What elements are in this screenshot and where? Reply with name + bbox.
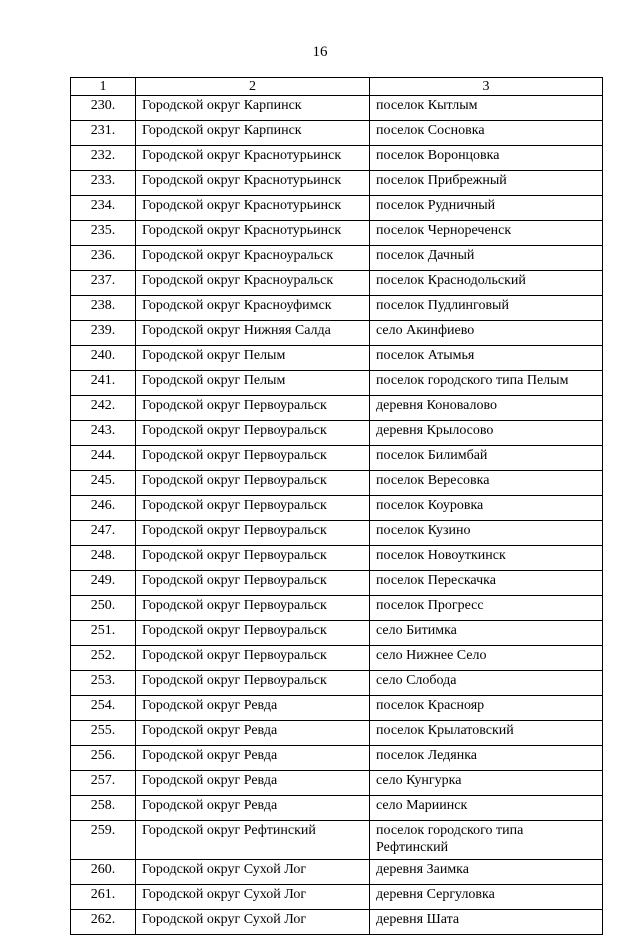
table-row: [71, 346, 603, 371]
row-number: 241.: [71, 371, 136, 396]
column-header-2: 2: [136, 78, 370, 96]
row-number: 235.: [71, 221, 136, 246]
table-row: [71, 771, 603, 796]
row-number: 243.: [71, 421, 136, 446]
table-row: [71, 496, 603, 521]
row-number: 233.: [71, 171, 136, 196]
table-row: [71, 721, 603, 746]
table-row: [71, 696, 603, 721]
table-row: [71, 371, 603, 396]
table-row: [71, 446, 603, 471]
row-number: 254.: [71, 696, 136, 721]
district-name: Городской округ Сухой Лог: [136, 860, 370, 885]
row-number: 262.: [71, 910, 136, 935]
district-name: Городской округ Первоуральск: [136, 646, 370, 671]
table-header-row: [71, 78, 603, 96]
settlement-name: поселок Крылатовский: [370, 721, 603, 746]
district-name: Городской округ Пелым: [136, 346, 370, 371]
district-name: Городской округ Карпинск: [136, 121, 370, 146]
district-name: Городской округ Ревда: [136, 796, 370, 821]
district-name: Городской округ Первоуральск: [136, 546, 370, 571]
district-name: Городской округ Первоуральск: [136, 496, 370, 521]
settlement-name: поселок Прибрежный: [370, 171, 603, 196]
row-number: 248.: [71, 546, 136, 571]
settlement-name: деревня Сергуловка: [370, 885, 603, 910]
row-number: 245.: [71, 471, 136, 496]
settlement-name: деревня Крылосово: [370, 421, 603, 446]
table-row: [71, 421, 603, 446]
district-name: Городской округ Красноуральск: [136, 271, 370, 296]
table-row: [71, 271, 603, 296]
settlement-name: поселок Новоуткинск: [370, 546, 603, 571]
settlement-name: поселок Рудничный: [370, 196, 603, 221]
table-row: [71, 571, 603, 596]
settlement-name: село Слобода: [370, 671, 603, 696]
settlement-name: поселок Вересовка: [370, 471, 603, 496]
row-number: 237.: [71, 271, 136, 296]
row-number: 240.: [71, 346, 136, 371]
row-number: 244.: [71, 446, 136, 471]
table-row: [71, 546, 603, 571]
district-name: Городской округ Краснотурьинск: [136, 221, 370, 246]
table-row: [71, 671, 603, 696]
row-number: 239.: [71, 321, 136, 346]
settlement-name: поселок Кузино: [370, 521, 603, 546]
settlement-name: поселок Перескачка: [370, 571, 603, 596]
settlement-name: село Кунгурка: [370, 771, 603, 796]
table-row: [71, 910, 603, 935]
district-name: Городской округ Сухой Лог: [136, 910, 370, 935]
settlement-name: село Мариинск: [370, 796, 603, 821]
row-number: 230.: [71, 96, 136, 121]
district-name: Городской округ Первоуральск: [136, 421, 370, 446]
settlement-name: поселок Кытлым: [370, 96, 603, 121]
district-name: Городской округ Ревда: [136, 721, 370, 746]
settlement-name: поселок Чернореченск: [370, 221, 603, 246]
column-header-1: 1: [71, 78, 136, 96]
table-row: [71, 885, 603, 910]
district-name: Городской округ Первоуральск: [136, 621, 370, 646]
district-name: Городской округ Первоуральск: [136, 521, 370, 546]
settlement-name: село Нижнее Село: [370, 646, 603, 671]
district-name: Городской округ Пелым: [136, 371, 370, 396]
row-number: 259.: [71, 821, 136, 860]
district-name: Городской округ Первоуральск: [136, 446, 370, 471]
district-name: Городской округ Краснотурьинск: [136, 146, 370, 171]
row-number: 260.: [71, 860, 136, 885]
settlement-name: деревня Шата: [370, 910, 603, 935]
settlement-name: деревня Заимка: [370, 860, 603, 885]
table-row: [71, 96, 603, 121]
district-name: Городской округ Первоуральск: [136, 571, 370, 596]
district-name: Городской округ Первоуральск: [136, 671, 370, 696]
district-name: Городской округ Ревда: [136, 696, 370, 721]
district-name: Городской округ Ревда: [136, 746, 370, 771]
table-row: [71, 471, 603, 496]
settlement-name: поселок городского типа Рефтинский: [370, 821, 603, 860]
table-row: [71, 521, 603, 546]
row-number: 256.: [71, 746, 136, 771]
settlement-name: поселок городского типа Пелым: [370, 371, 603, 396]
table-body: [71, 96, 603, 935]
settlement-name: поселок Краснояр: [370, 696, 603, 721]
district-name: Городской округ Сухой Лог: [136, 885, 370, 910]
settlement-name: поселок Коуровка: [370, 496, 603, 521]
table-row: [71, 621, 603, 646]
district-name: Городской округ Краснотурьинск: [136, 171, 370, 196]
table-row: [71, 821, 603, 860]
district-name: Городской округ Ревда: [136, 771, 370, 796]
district-name: Городской округ Первоуральск: [136, 471, 370, 496]
settlement-name: поселок Ледянка: [370, 746, 603, 771]
settlement-name: село Битимка: [370, 621, 603, 646]
district-name: Городской округ Нижняя Салда: [136, 321, 370, 346]
settlement-name: поселок Краснодольский: [370, 271, 603, 296]
table-row: [71, 221, 603, 246]
settlement-name: поселок Сосновка: [370, 121, 603, 146]
district-name: Городской округ Первоуральск: [136, 396, 370, 421]
settlement-name: поселок Атымья: [370, 346, 603, 371]
settlement-name: поселок Дачный: [370, 246, 603, 271]
row-number: 253.: [71, 671, 136, 696]
table-row: [71, 171, 603, 196]
row-number: 234.: [71, 196, 136, 221]
row-number: 238.: [71, 296, 136, 321]
row-number: 258.: [71, 796, 136, 821]
settlement-name: поселок Прогресс: [370, 596, 603, 621]
district-name: Городской округ Красноуральск: [136, 246, 370, 271]
district-name: Городской округ Красноуфимск: [136, 296, 370, 321]
table-row: [71, 296, 603, 321]
settlement-name: деревня Коновалово: [370, 396, 603, 421]
district-name: Городской округ Первоуральск: [136, 596, 370, 621]
district-name: Городской округ Рефтинский: [136, 821, 370, 860]
row-number: 251.: [71, 621, 136, 646]
row-number: 231.: [71, 121, 136, 146]
row-number: 246.: [71, 496, 136, 521]
table-row: [71, 196, 603, 221]
settlement-name: село Акинфиево: [370, 321, 603, 346]
row-number: 249.: [71, 571, 136, 596]
table-row: [71, 860, 603, 885]
row-number: 261.: [71, 885, 136, 910]
table-row: [71, 246, 603, 271]
table-row: [71, 146, 603, 171]
row-number: 257.: [71, 771, 136, 796]
page-number: 16: [312, 44, 328, 60]
table-row: [71, 121, 603, 146]
row-number: 236.: [71, 246, 136, 271]
column-header-3: 3: [370, 78, 603, 96]
row-number: 242.: [71, 396, 136, 421]
settlement-name: поселок Пудлинговый: [370, 296, 603, 321]
settlement-name: поселок Воронцовка: [370, 146, 603, 171]
row-number: 247.: [71, 521, 136, 546]
district-name: Городской округ Краснотурьинск: [136, 196, 370, 221]
table-row: [71, 646, 603, 671]
row-number: 255.: [71, 721, 136, 746]
table-row: [71, 796, 603, 821]
table-row: [71, 396, 603, 421]
row-number: 250.: [71, 596, 136, 621]
table-row: [71, 321, 603, 346]
district-name: Городской округ Карпинск: [136, 96, 370, 121]
table-row: [71, 746, 603, 771]
row-number: 252.: [71, 646, 136, 671]
table-row: [71, 596, 603, 621]
settlement-name: поселок Билимбай: [370, 446, 603, 471]
row-number: 232.: [71, 146, 136, 171]
settlements-table: [70, 77, 603, 935]
